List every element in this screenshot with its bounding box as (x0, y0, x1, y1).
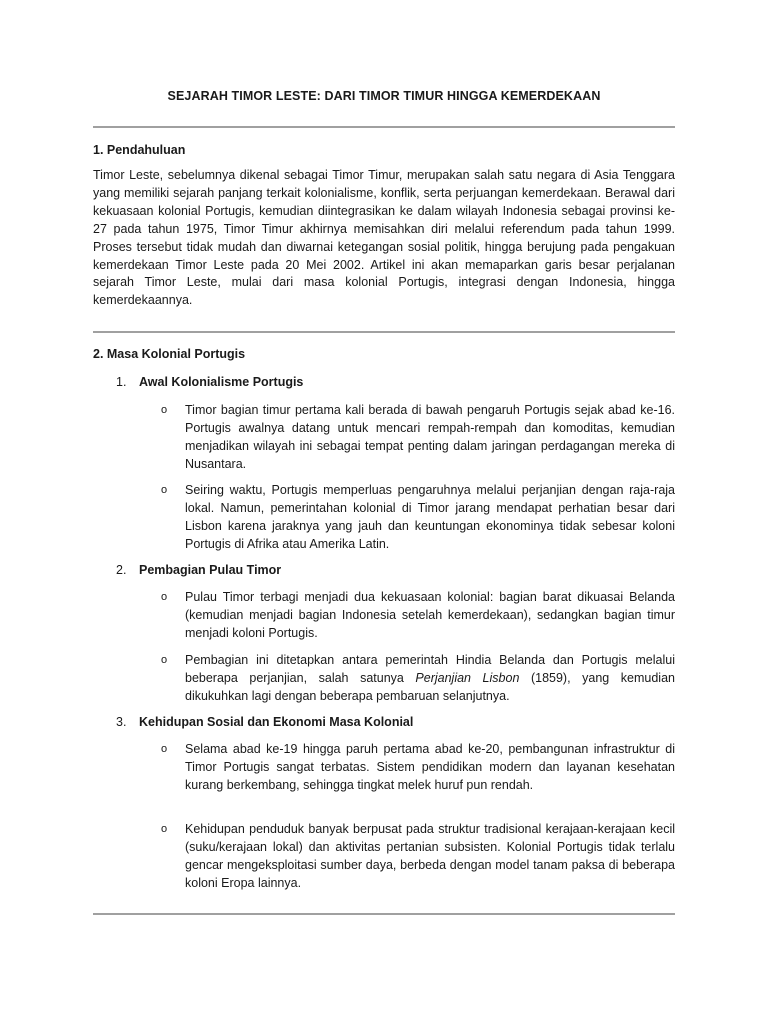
bullet-icon: o (161, 484, 168, 496)
subsection-number: 1. (116, 375, 127, 389)
bullet-icon: o (161, 743, 168, 755)
bullet-icon: o (161, 404, 168, 416)
list-item (185, 652, 675, 706)
subsection-title: Kehidupan Sosial dan Ekonomi Masa Kolonial (139, 715, 414, 729)
bullet-icon: o (161, 654, 168, 666)
treaty-name: Perjanjian Lisbon (415, 670, 520, 685)
list-item-text: (1859), yang kemudian dikukuhkan lagi dengan beberapa pembaruan selanjutnya. (185, 670, 675, 703)
subsection-number: 3. (116, 715, 127, 729)
divider (93, 331, 675, 333)
section-heading-pendahuluan: 1. Pendahuluan (93, 143, 186, 157)
list-item-text: Pembagian ini ditetapkan antara pemerintah Hindia Belanda dan Portugis melalui beberapa perjanjian, salah satunya (185, 653, 675, 685)
bullet-icon: o (161, 823, 168, 835)
list-item: Pulau Timor terbagi menjadi dua kekuasaan kolonial: bagian barat dikuasai Belanda (kemudian menjadi bagian Indonesia setelah kemerdekaan), sedangkan bagian timur menjadi koloni Portugis. (185, 590, 675, 640)
list-item: Kehidupan penduduk banyak berpusat pada struktur tradisional kerajaan-kerajaan kecil (suku/kerajaan lokal) dan aktivitas pertanian subsisten. Kolonial Portugis tidak terlalu gencar mengeksploitasi sumber daya, berbeda dengan model tanam paksa di beberapa koloni Eropa lainnya. (185, 822, 675, 890)
document-title: SEJARAH TIMOR LESTE: DARI TIMOR TIMUR HINGGA KEMERDEKAAN (167, 89, 601, 103)
list-item: Seiring waktu, Portugis memperluas pengaruhnya melalui perjanjian dengan raja-raja lokal. Namun, pemerintahan kolonial di Timor jarang mendapat perhatian besar dari Lisbon karena jaraknya yang jauh dan keuntungan ekonominya tidak sebesar koloni Portugis di Afrika atau Amerika Latin. (185, 483, 675, 551)
intro-paragraph: Timor Leste, sebelumnya dikenal sebagai Timor Timur, merupakan salah satu negara di Asia Tenggara yang memiliki sejarah panjang terkait kolonialisme, konflik, serta perjuangan kemerdekaan. Berawal dari kekuasaan kolonial Portugis, kemudian diintegrasikan ke dalam wilayah Indonesia sebagai provinsi ke-27 pada tahun 1975, Timor Timur akhirnya memisahkan diri melalui referendum pada tahun 1999. Proses tersebut tidak mudah dan diwarnai ketegangan sosial politik, hingga berujung pada pengakuan kemerdekaan Timor Leste pada 20 Mei 2002. Artikel ini akan memaparkan garis besar perjalanan sejarah Timor Leste, mulai dari masa kolonial Portugis, integrasi dengan Indonesia, hingga kemerdekaannya. (93, 168, 675, 308)
bullet-icon: o (161, 591, 168, 603)
divider (93, 126, 675, 128)
subsection-title: Awal Kolonialisme Portugis (139, 375, 304, 389)
list-item: Timor bagian timur pertama kali berada di bawah pengaruh Portugis sejak abad ke-16. Portugis awalnya datang untuk mencari rempah-rempah dan komoditas, kemudian menjadikan wilayah ini sebagai tempat penting dalam jaringan perdagangan mereka di Nusantara. (185, 403, 675, 471)
subsection-number: 2. (116, 563, 127, 577)
divider (93, 913, 675, 915)
section-heading-masa-kolonial: 2. Masa Kolonial Portugis (93, 347, 246, 361)
list-item: Selama abad ke-19 hingga paruh pertama abad ke-20, pembangunan infrastruktur di Timor Portugis sangat terbatas. Sistem pendidikan modern dan layanan kesehatan kurang berkembang, sehingga tingkat melek huruf pun rendah. (185, 742, 675, 792)
subsection-title: Pembagian Pulau Timor (139, 563, 282, 577)
